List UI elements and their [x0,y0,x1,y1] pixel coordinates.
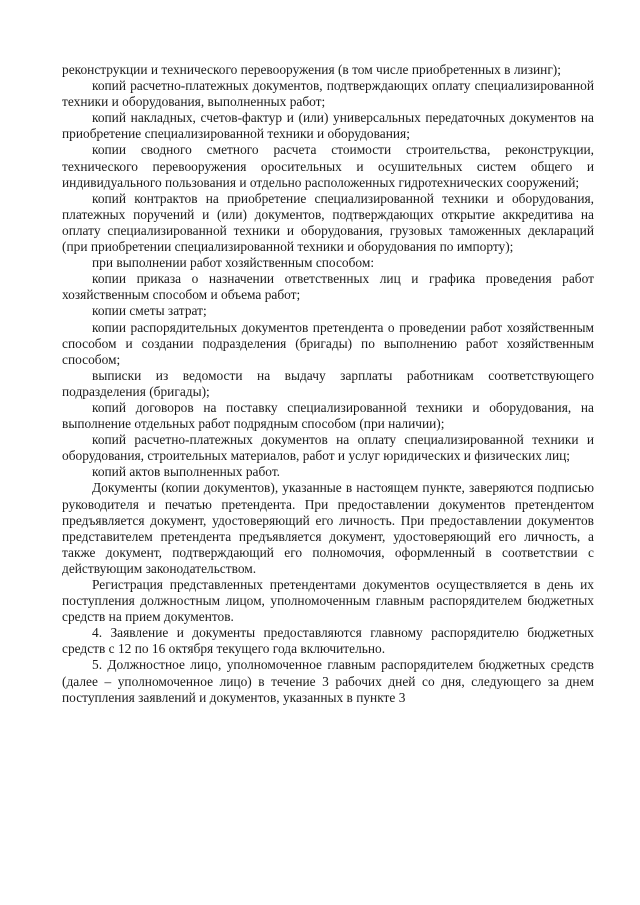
paragraph-3: копий накладных, счетов-фактур и (или) универсальных передаточных документов на приобретение специализированной техники и оборудования; [62,110,594,142]
paragraph-10: выписки из ведомости на выдачу зарплаты работникам соответствующего подразделения (бригады); [62,367,594,399]
paragraph-11: копий договоров на поставку специализированной техники и оборудования, на выполнение отдельных работ подрядным способом (при наличии); [62,399,594,432]
paragraph-4: копии сводного сметного расчета стоимости строительства, реконструкции, технического перевооружения оросительных и осушительных систем общего и индивидуального пользования и отдельно расположенных гидротехнических сооружений; [62,142,594,190]
paragraph-15: Регистрация представленных претендентами документов осуществляется в день их поступления должностным лицом, уполномоченным главным распорядителем бюджетных средств на прием документов. [62,577,594,625]
paragraph-2: копий расчетно-платежных документов, подтверждающих оплату специализированной техники и оборудования, выполненных работ; [62,78,594,110]
document-page [62,62,594,706]
paragraph-1: реконструкции и технического перевооружения (в том числе приобретенных в лизинг); [62,62,561,77]
paragraph-17: 5. Должностное лицо, уполномоченное главным распорядителем бюджетных средств (далее – уполномоченное лицо) в течение 3 рабочих дней со дня, следующего за днем поступления заявлений и документов, указанных в пункте 3 [62,657,594,705]
paragraph-6: при выполнении работ хозяйственным способом: [92,255,375,271]
paragraph-16: 4. Заявление и документы предоставляются главному распорядителю бюджетных средств с 12 по 16 октября текущего года включительно. [62,625,594,657]
paragraph-14: Документы (копии документов), указанные в настоящем пункте, заверяются подписью руководителя и печатью претендента. При предоставлении документов претендентом предъявляется документ, удостоверяющий его личность. При предоставлении документов представителем претендента предъявляется документ, удостоверяющий его личность, а также документ, подтверждающий его полномочия, оформленный в соответствии с действующим законодательством. [62,480,594,576]
paragraph-8: копии сметы затрат; [92,303,207,319]
paragraph-13: копий актов выполненных работ. [92,464,281,480]
paragraph-12: копий расчетно-платежных документов на оплату специализированной техники и оборудования, строительных материалов, работ и услуг юридических и физических лиц; [62,432,594,464]
paragraph-9: копии распорядительных документов претендента о проведении работ хозяйственным способом и создании подразделения (бригады) по выполнению работ хозяйственным способом; [62,319,594,367]
paragraph-7: копии приказа о назначении ответственных лиц и графика проведения работ хозяйственным способом и объема работ; [62,271,594,303]
paragraph-5: копий контрактов на приобретение специализированной техники и оборудования, платежных поручений и (или) документов, подтверждающих открытие аккредитива на оплату специализированной техники и оборудования, грузовых таможенных деклараций (при приобретении специализированной техники и оборудования по импорту); [62,190,594,255]
